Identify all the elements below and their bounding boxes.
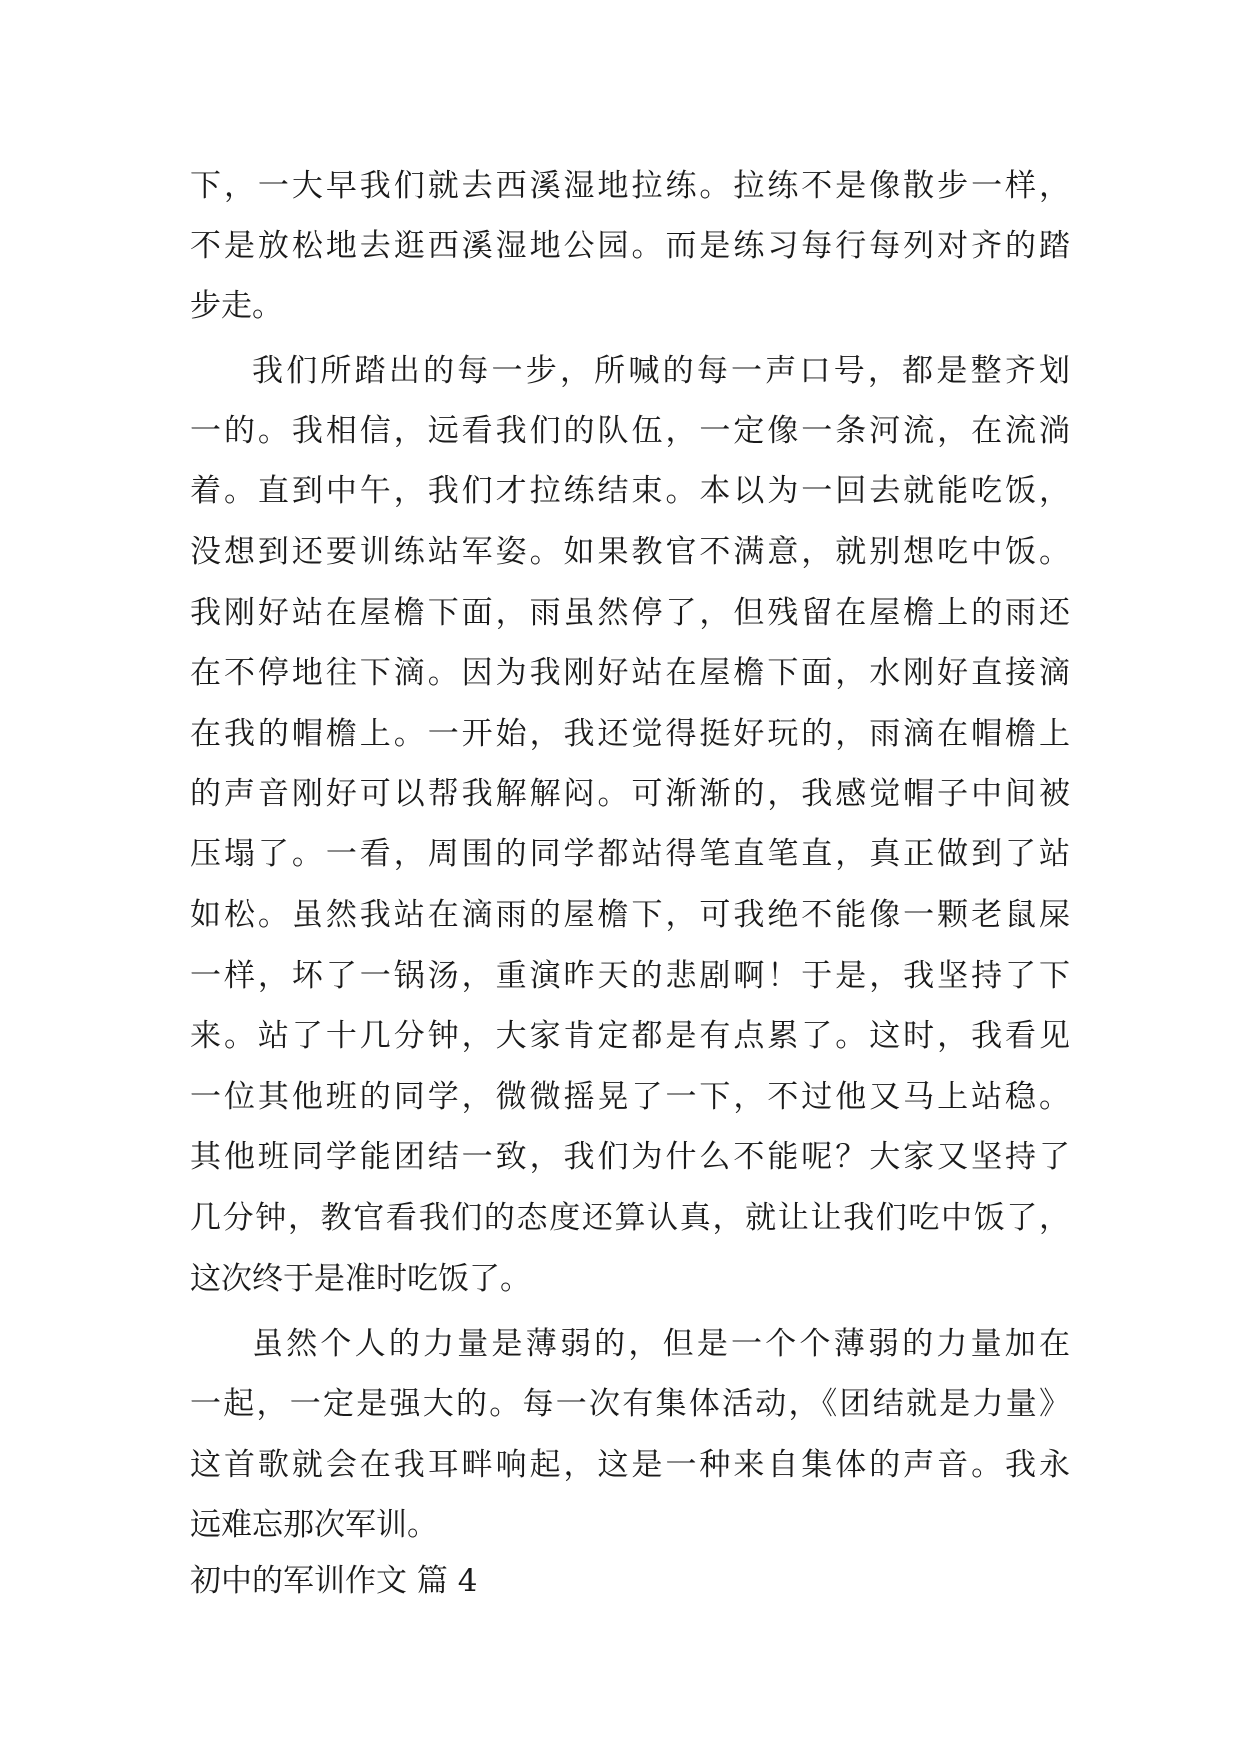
text-line: 我刚好站在屋檐下面，雨虽然停了，但残留在屋檐上的雨还 — [190, 595, 1070, 631]
text-line: 来。站了十几分钟，大家肯定都是有点累了。这时，我看见 — [190, 1018, 1070, 1054]
text-line: 一样，坏了一锅汤，重演昨天的悲剧啊！于是，我坚持了下 — [190, 958, 1070, 994]
text-line: 没想到还要训练站军姿。如果教官不满意，就别想吃中饭。 — [190, 534, 1070, 570]
text-line: 一起，一定是强大的。每一次有集体活动，《团结就是力量》 — [190, 1386, 1070, 1422]
text-line: 步走。 — [190, 288, 283, 324]
text-line: 这次终于是准时吃饭了。 — [190, 1261, 531, 1297]
text-line: 的声音刚好可以帮我解解闷。可渐渐的，我感觉帽子中间被 — [190, 776, 1070, 812]
paragraph-first-line: 我们所踏出的每一步，所喊的每一声口号，都是整齐划 — [252, 353, 1070, 389]
text-line: 远难忘那次军训。 — [190, 1507, 438, 1543]
paragraph-first-line: 虽然个人的力量是薄弱的，但是一个个薄弱的力量加在 — [252, 1326, 1070, 1362]
text-line: 如松。虽然我站在滴雨的屋檐下，可我绝不能像一颗老鼠屎 — [190, 897, 1070, 933]
text-line: 在不停地往下滴。因为我刚好站在屋檐下面，水刚好直接滴 — [190, 655, 1070, 691]
text-line: 一的。我相信，远看我们的队伍，一定像一条河流，在流淌 — [190, 413, 1070, 449]
text-line: 不是放松地去逛西溪湿地公园。而是练习每行每列对齐的踏 — [190, 228, 1070, 264]
section-heading: 初中的军训作文 篇 4 — [190, 1563, 478, 1599]
text-line: 几分钟，教官看我们的态度还算认真，就让让我们吃中饭了， — [190, 1200, 1070, 1236]
text-line: 在我的帽檐上。一开始，我还觉得挺好玩的，雨滴在帽檐上 — [190, 716, 1070, 752]
text-line: 着。直到中午，我们才拉练结束。本以为一回去就能吃饭， — [190, 473, 1070, 509]
text-line: 一位其他班的同学，微微摇晃了一下，不过他又马上站稳。 — [190, 1079, 1070, 1115]
text-line: 其他班同学能团结一致，我们为什么不能呢？大家又坚持了 — [190, 1139, 1070, 1175]
text-line: 压塌了。一看，周围的同学都站得笔直笔直，真正做到了站 — [190, 836, 1070, 872]
text-line: 这首歌就会在我耳畔响起，这是一种来自集体的声音。我永 — [190, 1447, 1070, 1483]
text-line: 下，一大早我们就去西溪湿地拉练。拉练不是像散步一样， — [190, 168, 1070, 204]
